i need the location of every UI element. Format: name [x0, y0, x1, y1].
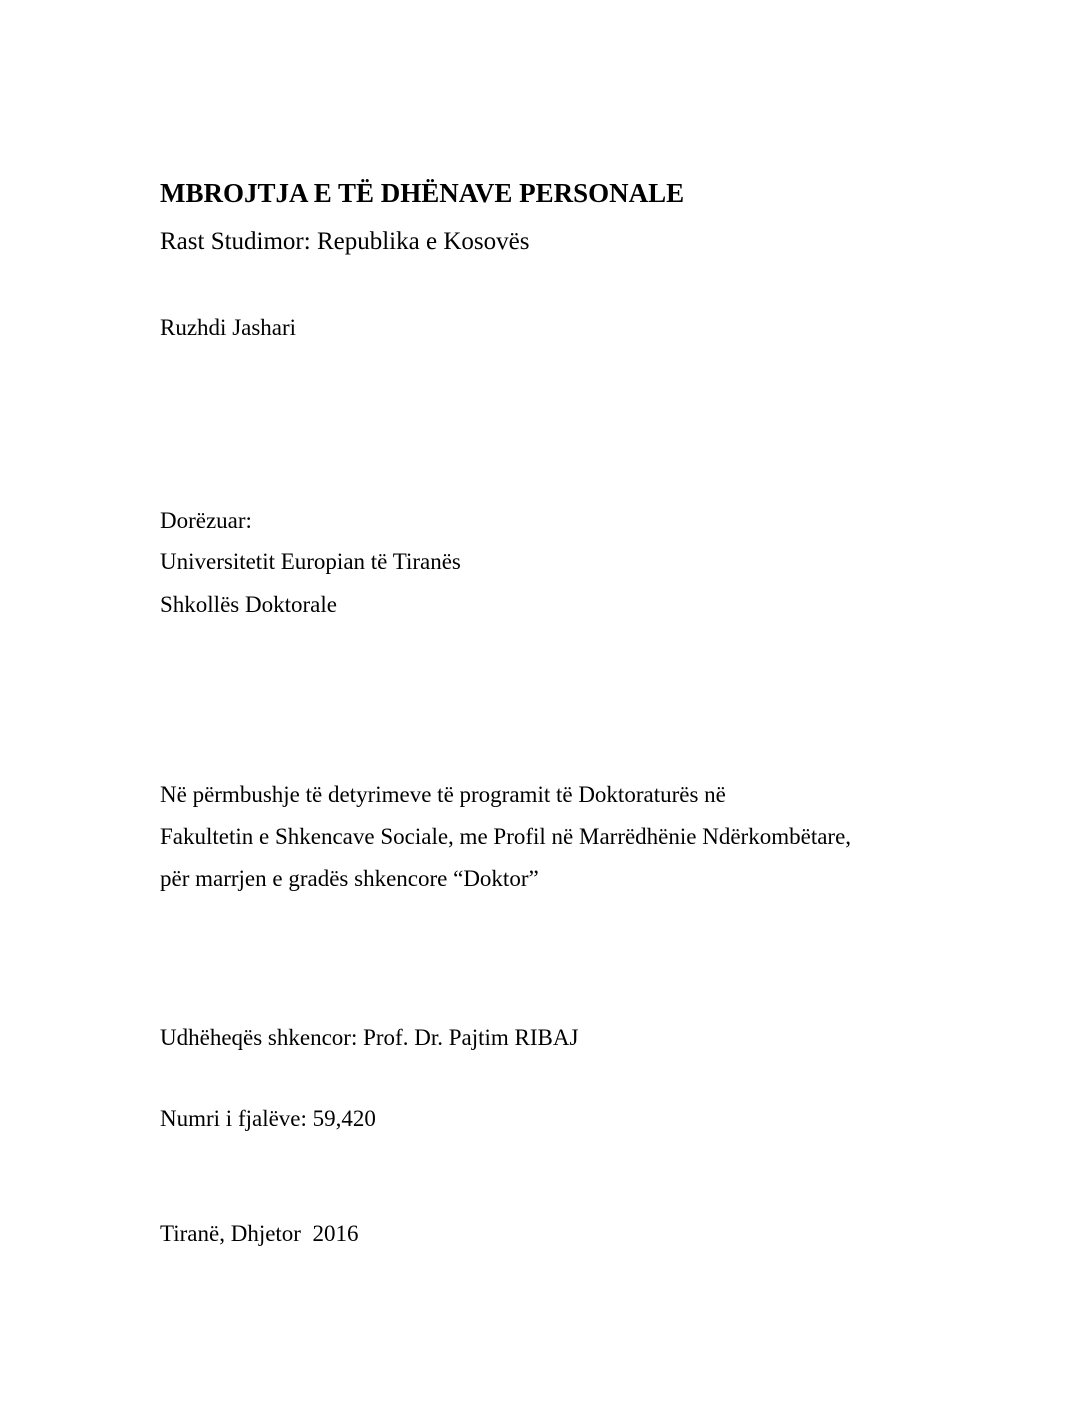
purpose-line-1: Në përmbushje të detyrimeve të programit të Doktoraturës në: [160, 782, 726, 807]
author-name: Ruzhdi Jashari: [160, 315, 297, 340]
submitted-label: Dorëzuar:: [160, 508, 252, 533]
purpose-line-2: Fakultetin e Shkencave Sociale, me Profil në Marrëdhënie Ndërkombëtare,: [160, 824, 852, 849]
purpose-line-3: për marrjen e gradës shkencore “Doktor”: [160, 866, 539, 891]
document-title: MBROJTJA E TË DHËNAVE PERSONALE: [160, 178, 685, 208]
submitted-institution: Universitetit Europian të Tiranës: [160, 549, 461, 574]
supervisor-line: Udhëheqës shkencor: Prof. Dr. Pajtim RIBAJ: [160, 1025, 579, 1050]
submitted-school: Shkollës Doktorale: [160, 592, 337, 617]
place-date-line: Tiranë, Dhjetor 2016: [160, 1221, 359, 1246]
document-subtitle: Rast Studimor: Republika e Kosovës: [160, 228, 530, 255]
word-count-line: Numri i fjalëve: 59,420: [160, 1106, 376, 1131]
